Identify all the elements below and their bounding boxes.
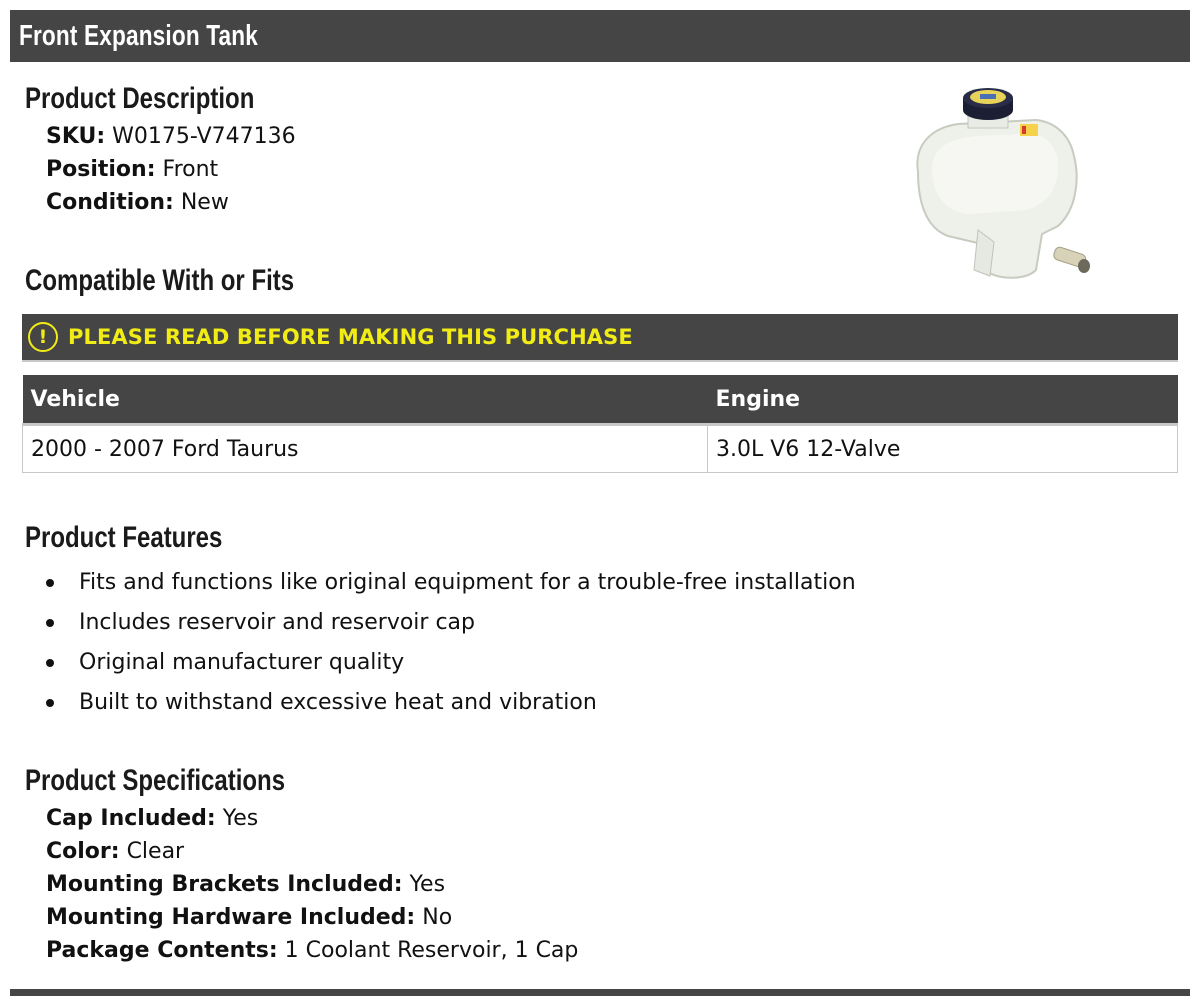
list-item [40, 643, 856, 683]
bullet-icon [46, 699, 54, 707]
feature-text: Fits and functions like original equipment for a trouble-free installation [79, 570, 856, 595]
spec-key: Color: [46, 839, 120, 864]
fitment-table [22, 375, 1178, 473]
spec-item-mounting-brackets [46, 868, 578, 901]
product-specifications-heading: Product Specifications [25, 764, 286, 797]
spec-item-cap-included [46, 802, 578, 835]
spec-key: Mounting Hardware Included: [46, 905, 416, 930]
spec-value: Yes [409, 872, 446, 897]
bullet-icon [46, 619, 54, 627]
exclamation-circle-icon: ! [28, 322, 58, 352]
description-key: Condition: [46, 190, 174, 215]
description-item-position [46, 153, 296, 186]
compatibility-heading: Compatible With or Fits [25, 264, 295, 297]
product-features-list [40, 563, 856, 723]
description-value: New [180, 190, 229, 215]
title-bar [10, 10, 1190, 62]
column-header-engine: Engine [708, 375, 1178, 425]
page-title: Front Expansion Tank [19, 19, 258, 52]
engine-cell: 3.0L V6 12-Valve [708, 425, 1178, 473]
description-item-condition [46, 186, 296, 219]
description-item-sku [46, 120, 296, 153]
fitment-header-row [23, 375, 1178, 425]
spec-value: Yes [222, 806, 259, 831]
list-item [40, 683, 856, 723]
spec-key: Package Contents: [46, 938, 278, 963]
bullet-icon [46, 579, 54, 587]
spec-item-mounting-hardware [46, 901, 578, 934]
description-key: Position: [46, 157, 156, 182]
purchase-warning-banner [22, 314, 1178, 362]
spec-value: No [422, 905, 453, 930]
product-features-heading: Product Features [25, 521, 223, 554]
table-row [23, 425, 1178, 473]
list-item [40, 563, 856, 603]
product-description-list [46, 120, 296, 219]
bullet-icon [46, 659, 54, 667]
vehicle-cell: 2000 - 2007 Ford Taurus [23, 425, 708, 473]
description-value: Front [162, 157, 219, 182]
feature-text: Includes reservoir and reservoir cap [79, 610, 475, 635]
spec-key: Mounting Brackets Included: [46, 872, 403, 897]
spec-value: Clear [126, 839, 185, 864]
feature-text: Original manufacturer quality [79, 650, 405, 675]
purchase-warning-text: PLEASE READ BEFORE MAKING THIS PURCHASE [68, 325, 633, 349]
description-value: W0175-V747136 [112, 124, 296, 149]
description-key: SKU: [46, 124, 106, 149]
spec-item-package-contents [46, 934, 578, 967]
bottom-divider [10, 989, 1190, 996]
list-item [40, 603, 856, 643]
column-header-vehicle: Vehicle [23, 375, 708, 425]
product-description-heading: Product Description [25, 82, 255, 115]
spec-key: Cap Included: [46, 806, 216, 831]
feature-text: Built to withstand excessive heat and vibration [79, 690, 597, 715]
spec-value: 1 Coolant Reservoir, 1 Cap [284, 938, 579, 963]
product-image [908, 84, 1098, 284]
product-specifications-list [46, 802, 578, 967]
spec-item-color [46, 835, 578, 868]
